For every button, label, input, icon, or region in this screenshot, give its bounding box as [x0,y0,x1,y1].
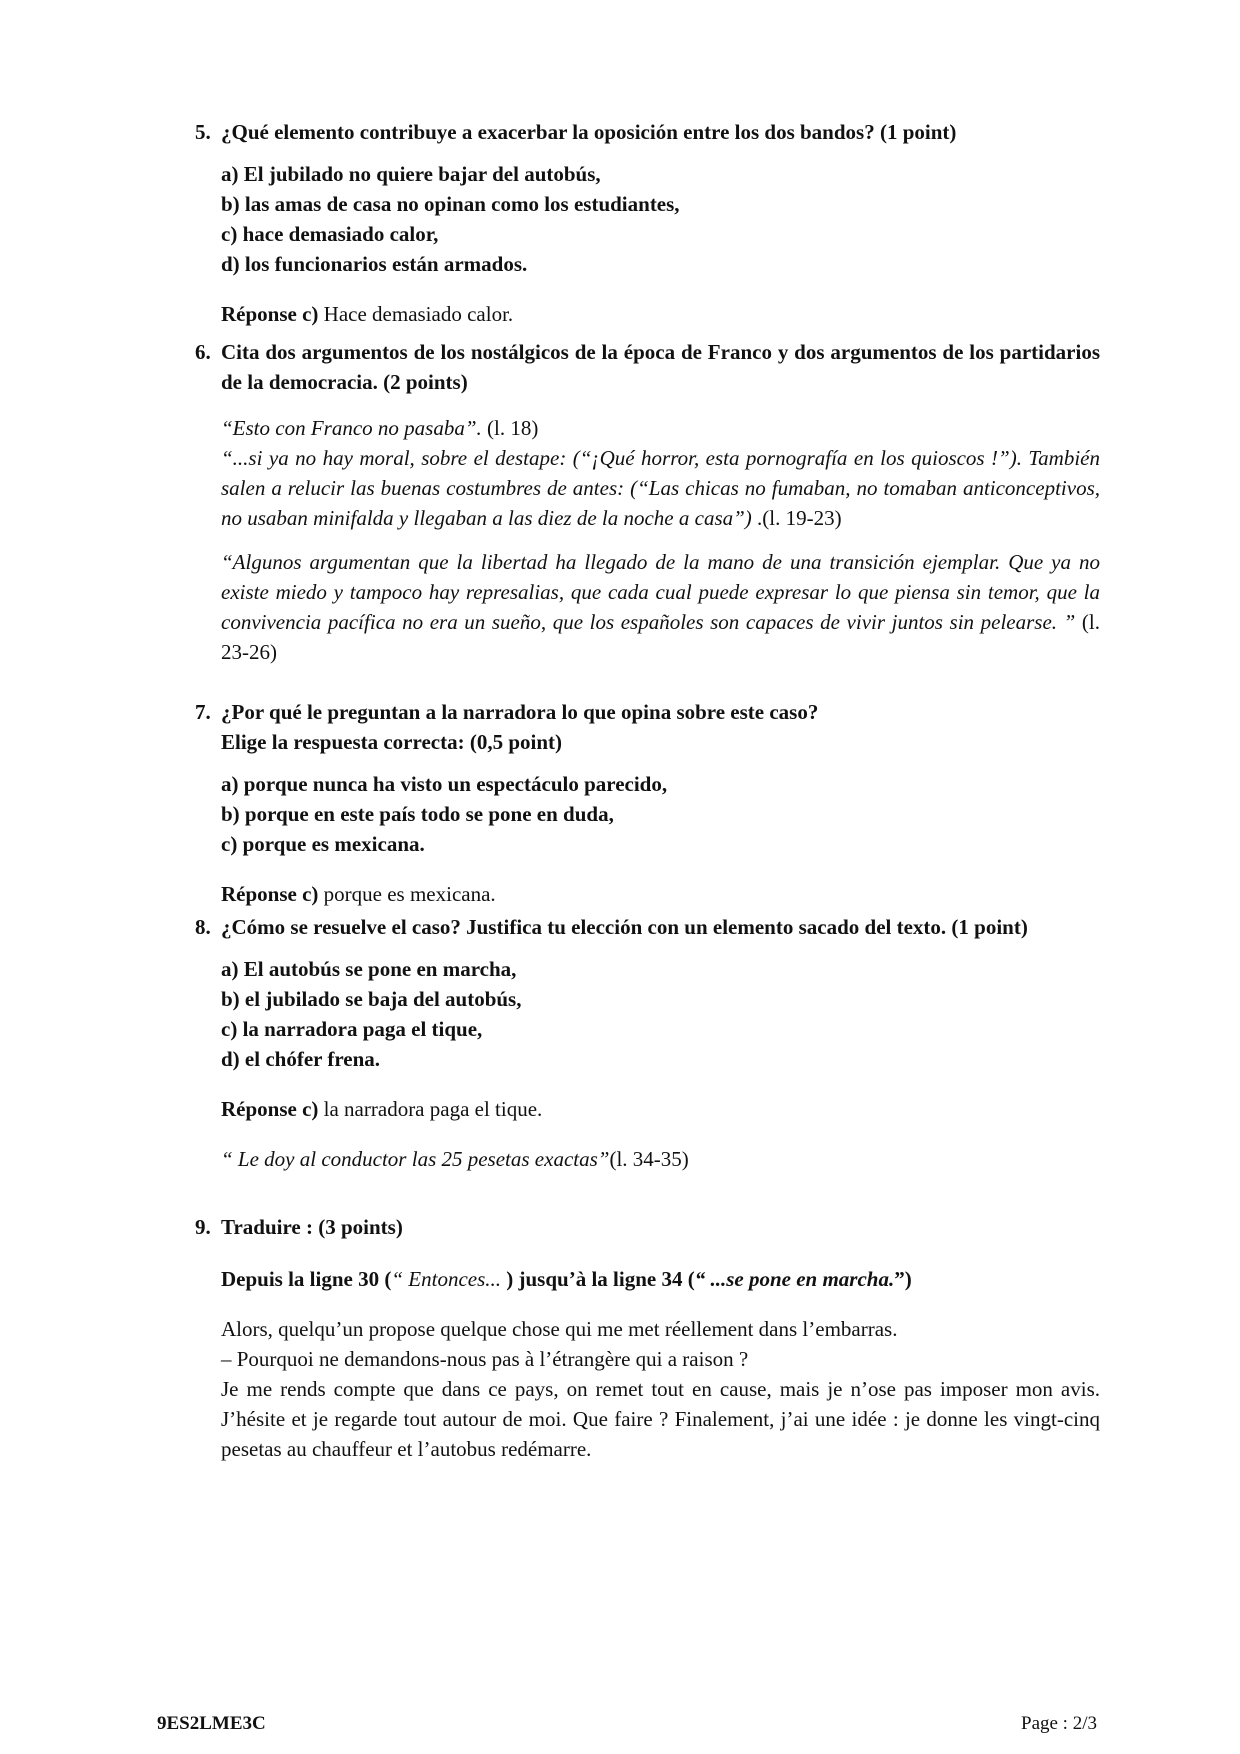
line-ref: (l. 18) [481,416,539,440]
question-6 [195,337,1100,667]
answer-label: Réponse c) [221,882,319,906]
question-5 [195,117,1100,329]
options-list [221,159,1100,279]
question-line-2: Elige la respuesta correcta: (0,5 point) [221,730,562,754]
question-7 [195,697,1100,909]
question-6-heading [195,337,1100,397]
translation-range [221,1264,1100,1294]
answer [221,1094,1100,1124]
line-ref: (l. 23-26) [221,610,1100,664]
answer-label: Réponse c) [221,302,319,326]
supporting-quote [221,1144,1100,1174]
page-number: Page : 2/3 [1021,1713,1097,1734]
option-c: c) la narradora paga el tique, [221,1017,483,1041]
option-c: c) hace demasiado calor, [221,222,439,246]
quote-text: “Esto con Franco no pasaba”. [221,416,482,440]
quote-text: “ Le doy al conductor las 25 pesetas exactas” [221,1147,610,1171]
option-a: a) El autobús se pone en marcha, [221,957,517,981]
question-8 [195,912,1100,1174]
question-9-heading [195,1212,1100,1242]
answer [221,879,1100,909]
option-c: c) porque es mexicana. [221,832,425,856]
quote-franco-2 [221,443,1100,533]
options-list [221,769,1100,859]
quote-franco-1 [221,413,1100,443]
answer-text: porque es mexicana. [318,882,496,906]
question-text: ¿Cómo se resuelve el caso? Justifica tu elección con un elemento sacado del texto. (1 point) [221,915,1028,939]
range-text: ) jusqu’à la ligne 34 ( [506,1267,695,1291]
option-d: d) los funcionarios están armados. [221,252,528,276]
question-5-heading [195,117,1100,147]
question-9 [195,1212,1100,1464]
question-text: Cita dos argumentos de los nostálgicos de la época de Franco y dos argumentos de los partidarios de la democracia. (2 points) [221,340,1100,394]
question-8-heading [195,912,1100,942]
translation [221,1314,1100,1464]
option-b: b) las amas de casa no opinan como los estudiantes, [221,192,680,216]
question-number: 7. [195,700,211,724]
range-text: Depuis la ligne 30 ( [221,1267,392,1291]
question-line-1: ¿Por qué le preguntan a la narradora lo que opina sobre este caso? [221,700,819,724]
document-code: 9ES2LME3C [157,1713,266,1734]
question-number: 8. [195,915,211,939]
quote-text: “Algunos argumentan que la libertad ha llegado de la mano de una transición ejemplar. Que ya no existe miedo y tampoco hay represalias, que cada cual puede expresar lo que piensa sin temor, que la convivencia pacífica no era un sueño, que los españoles son capaces de vivir juntos sin pelearse. ” [221,550,1100,634]
translation-line-2: – Pourquoi ne demandons-nous pas à l’étrangère qui a raison ? [221,1347,749,1371]
translation-line-3: Je me rends compte que dans ce pays, on remet tout en cause, mais je n’ose pas imposer mon avis. J’hésite et je regarde tout autour de moi. Que faire ? Finalement, j’ai une idée : je donne les vingt-cinq pesetas au chauffeur et l’autobus redémarre. [221,1377,1100,1461]
question-text: Traduire : (3 points) [221,1215,403,1239]
question-number: 5. [195,120,211,144]
option-d: d) el chófer frena. [221,1047,381,1071]
option-a: a) porque nunca ha visto un espectáculo parecido, [221,772,668,796]
question-text: ¿Qué elemento contribuye a exacerbar la oposición entre los dos bandos? (1 point) [221,120,957,144]
line-ref: (l. 34-35) [609,1147,689,1171]
translation-line-1: Alors, quelqu’un propose quelque chose qui me met réellement dans l’embarras. [221,1317,898,1341]
quote-text: “...si ya no hay moral, sobre el destape: (“¡Qué horror, esta pornografía en los quioscos !”). También salen a relucir las buenas costumbres de antes: (“Las chicas no fumaban, no tomaban anticonceptivos, no usaban minifalda y llegaban a las diez de la noche a casa”) [221,446,1100,530]
answer-label: Réponse c) [221,1097,319,1121]
question-number: 6. [195,340,211,364]
answer-text: la narradora paga el tique. [318,1097,543,1121]
quote-democracy [221,547,1100,667]
question-number: 9. [195,1215,211,1239]
option-b: b) el jubilado se baja del autobús, [221,987,522,1011]
line-ref: .(l. 19-23) [751,506,842,530]
option-b: b) porque en este país todo se pone en duda, [221,802,614,826]
options-list [221,954,1100,1074]
range-start-quote: “ Entonces... [391,1267,507,1291]
question-text [221,697,1100,757]
option-a: a) El jubilado no quiere bajar del autobús, [221,162,601,186]
question-7-heading [195,697,1100,757]
answer-text: Hace demasiado calor. [318,302,514,326]
range-text: ”) [894,1267,912,1291]
range-end-quote: “ ...se pone en marcha. [694,1267,895,1291]
answer [221,299,1100,329]
